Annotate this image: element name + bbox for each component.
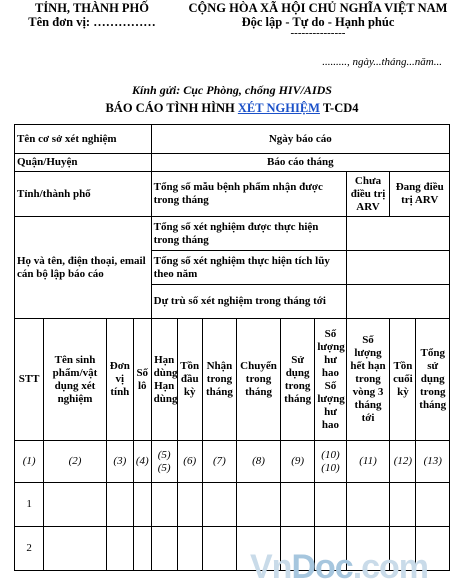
- recipient-line: Kính gửi: Cục Phòng, chống HIV/AIDS: [132, 83, 332, 97]
- col-number: (9): [280, 441, 314, 483]
- col-number: (2): [44, 441, 107, 483]
- report-table: [14, 124, 450, 571]
- report-title-suffix: T-CD4: [319, 101, 359, 115]
- col-used: Sử dụng trong tháng: [280, 319, 314, 441]
- col-number: (7): [202, 441, 236, 483]
- row-number: 2: [15, 527, 44, 571]
- table-cell[interactable]: [177, 483, 202, 527]
- tests-ytd-label: Tổng số xét nghiệm thực hiện tích lũy theo năm: [151, 251, 346, 285]
- table-cell[interactable]: [280, 483, 314, 527]
- table-cell[interactable]: [151, 483, 177, 527]
- unit-name-label: Tên đơn vị: ……………: [28, 15, 156, 29]
- report-title-link[interactable]: XÉT NGHIỆM: [237, 101, 320, 115]
- report-title-prefix: BÁO CÁO TÌNH HÌNH: [105, 101, 238, 115]
- col-number: (6): [177, 441, 202, 483]
- table-cell[interactable]: [346, 483, 390, 527]
- table-cell[interactable]: [177, 527, 202, 571]
- row-number: 1: [15, 483, 44, 527]
- table-cell[interactable]: [315, 483, 346, 527]
- table-cell[interactable]: [106, 483, 133, 527]
- table-cell[interactable]: [416, 483, 450, 527]
- samples-received-label: Tổng số mẫu bệnh phẩm nhận được trong tháng: [151, 172, 346, 217]
- col-lot: Số lô: [133, 319, 151, 441]
- report-date-label: Ngày báo cáo: [151, 125, 449, 154]
- col-stt: STT: [15, 319, 44, 441]
- report-month-label: Báo cáo tháng: [151, 154, 449, 172]
- col-product: Tên sinh phẩm/vật dụng xét nghiệm: [44, 319, 107, 441]
- table-cell[interactable]: [44, 527, 107, 571]
- motto-divider: ---------------: [290, 27, 346, 39]
- col-expiry: Hạn dùng Hạn dùng: [151, 319, 177, 441]
- table-cell[interactable]: [44, 483, 107, 527]
- table-cell[interactable]: [106, 527, 133, 571]
- col-number: (1): [15, 441, 44, 483]
- on-arv-label: Đang điều trị ARV: [390, 172, 450, 217]
- reporter-label: Họ và tên, điện thoại, email cán bộ lập báo cáo: [15, 217, 152, 319]
- col-total-used: Tổng sử dụng trong tháng: [416, 319, 450, 441]
- col-number: (11): [346, 441, 390, 483]
- col-expired: Số lượng hết hạn trong vòng 3 tháng tới: [346, 319, 390, 441]
- national-title: CỘNG HÒA XÃ HỘI CHỦ NGHĨA VIỆT NAM: [188, 1, 448, 15]
- table-cell[interactable]: [133, 527, 151, 571]
- col-number: (10) (10): [315, 441, 346, 483]
- tests-reserve-value[interactable]: [346, 285, 449, 319]
- col-number: (8): [237, 441, 281, 483]
- table-cell[interactable]: [133, 483, 151, 527]
- table-cell[interactable]: [151, 527, 177, 571]
- col-transferred: Chuyển trong tháng: [237, 319, 281, 441]
- table-cell[interactable]: [202, 527, 236, 571]
- tests-month-value[interactable]: [346, 217, 449, 251]
- province-label: TỈNH, THÀNH PHỐ: [34, 1, 150, 15]
- col-unit: Đơn vị tính: [106, 319, 133, 441]
- col-number: (12): [390, 441, 416, 483]
- col-number: (5) (5): [151, 441, 177, 483]
- table-cell[interactable]: [202, 483, 236, 527]
- facility-label: Tên cơ sở xét nghiệm: [15, 125, 152, 154]
- watermark-logo: [250, 548, 428, 587]
- tests-month-label: Tổng số xét nghiệm được thực hiện trong tháng: [151, 217, 346, 251]
- report-title: [0, 101, 464, 116]
- tests-reserve-label: Dự trù số xét nghiệm trong tháng tới: [151, 285, 346, 319]
- table-cell[interactable]: [237, 483, 281, 527]
- district-label: Quận/Huyện: [15, 154, 152, 172]
- col-number: (4): [133, 441, 151, 483]
- col-opening: Tồn đầu kỳ: [177, 319, 202, 441]
- table-cell[interactable]: [390, 483, 416, 527]
- tests-ytd-value[interactable]: [346, 251, 449, 285]
- col-damaged: Số lượng hư hao Số lượng hư hao: [315, 319, 346, 441]
- date-line: ........., ngày...tháng...năm...: [322, 56, 442, 68]
- watermark-part3: .com: [352, 548, 429, 586]
- national-motto: Độc lập - Tự do - Hạnh phúc: [241, 15, 395, 29]
- watermark-part2: Doc: [291, 548, 353, 586]
- watermark-part1: Vn: [250, 548, 292, 586]
- col-number: (3): [106, 441, 133, 483]
- not-on-arv-label: Chưa điều trị ARV: [346, 172, 390, 217]
- province-field-label: Tỉnh/thành phố: [15, 172, 152, 217]
- col-closing: Tồn cuối kỳ: [390, 319, 416, 441]
- col-received: Nhận trong tháng: [202, 319, 236, 441]
- col-number: (13): [416, 441, 450, 483]
- table-row: [15, 483, 450, 527]
